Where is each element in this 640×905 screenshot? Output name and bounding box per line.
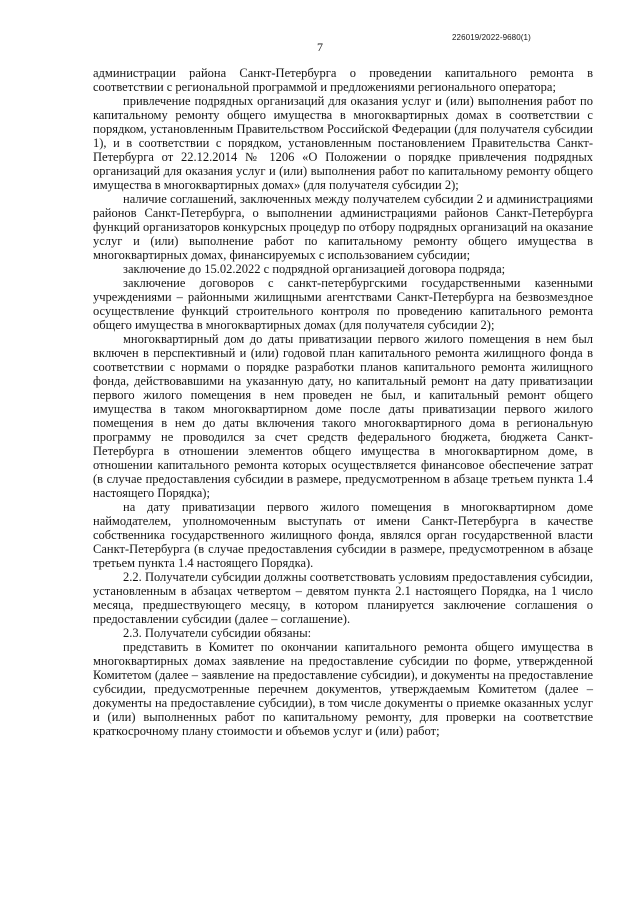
paragraph-construction-control: заключение договоров с санкт-петербургскими государственными казенными учреждениями – районными жилищными агентствами Санкт-Петербурга на безвозмездное осуществление функций строительного контроля по проведению капитального ремонта общего имущества в многоквартирных домах (для получателя субсидии 2); (93, 276, 593, 332)
document-number: 226019/2022-9680(1) (452, 33, 531, 42)
paragraph-privatization-date: на дату приватизации первого жилого помещения в многоквартирном доме наймодателем, уполномоченным выступать от имени Санкт-Петербурга в качестве собственника государственного жилищного фонда, являлся орган государственной власти Санкт-Петербурга (в случае предоставления субсидии в размере, предусмотренном в абзаце третьем пункта 1.4 настоящего Порядка). (93, 500, 593, 570)
paragraph-2-2: 2.2. Получатели субсидии должны соответствовать условиям предоставления субсидии, установленным в абзацах четвертом – девятом пункта 2.1 настоящего Порядка, на 1 число месяца, предшествующего месяцу, в котором планируется заключение соглашения о предоставлении субсидии (далее – соглашение). (93, 570, 593, 626)
paragraph-obligations: представить в Комитет по окончании капитального ремонта общего имущества в многоквартирных домах заявление на предоставление субсидии по форме, утвержденной Комитетом (далее – заявление на предоставление субсидии), и документы на предоставление субсидии, предусмотренные перечнем документов, утверждаемым Комитетом (далее – документы на предоставление субсидии), в том числе документы о приемке оказанных услуг и (или) выполненных работ по капитальному ремонту, для проверки на соответствие краткосрочному плану стоимости и объемов услуг и (или) работ; (93, 640, 593, 738)
paragraph-continuation: администрации района Санкт-Петербурга о проведении капитального ремонта в соответствии с региональной программой и предложениями регионального оператора; (93, 66, 593, 94)
paragraph-contract-date: заключение до 15.02.2022 с подрядной организацией договора подряда; (123, 262, 506, 276)
page-number: 7 (317, 40, 323, 54)
paragraph-agreements: наличие соглашений, заключенных между получателем субсидии 2 и администрациями районов Санкт-Петербурга, о выполнении администрациями районов Санкт-Петербурга функций организаторов конкурсных процедур по отбору подрядных организаций на оказание услуг и (или) выполнение работ по капитальному ремонту общего имущества в многоквартирных домах, финансируемых с использованием субсидии; (93, 192, 593, 262)
paragraph-2-3: 2.3. Получатели субсидии обязаны: (123, 626, 312, 640)
paragraph-privatization-plan: многоквартирный дом до даты приватизации первого жилого помещения в нем был включен в перспективный и (или) годовой план капитального ремонта жилищного фонда в соответствии с нормами о порядке разработки планов капитального ремонта жилищного фонда, действовавшими на указанную дату, но капитальный ремонт на дату приватизации первого жилого помещения в нем проведен не был, и капитальный ремонт общего имущества в таком многоквартирном доме после даты приватизации первого жилого помещения в нем до даты включения такого многоквартирного дома в региональную программу не проводился за счет средств федерального бюджета, бюджета Санкт-Петербурга в отношении элементов общего имущества в многоквартирном доме, в отношении капитального ремонта которых осуществляется финансовое обеспечение затрат (в случае предоставления субсидии в размере, предусмотренном в абзаце третьем пункта 1.4 настоящего Порядка); (93, 332, 593, 500)
document-body (93, 66, 593, 738)
paragraph-contractors: привлечение подрядных организаций для оказания услуг и (или) выполнения работ по капитальному ремонту общего имущества в многоквартирных домах в соответствии с порядком, установленным Правительством Российской Федерации (для получателя субсидии 1), и в соответствии с порядком, установленным постановлением Правительства Санкт-Петербурга от 22.12.2014 № 1206 «О Положении о порядке привлечения подрядных организаций для оказания услуг и (или) выполнения работ по капитальному ремонту общего имущества в многоквартирных домах» (для получателя субсидии 2); (93, 94, 593, 192)
